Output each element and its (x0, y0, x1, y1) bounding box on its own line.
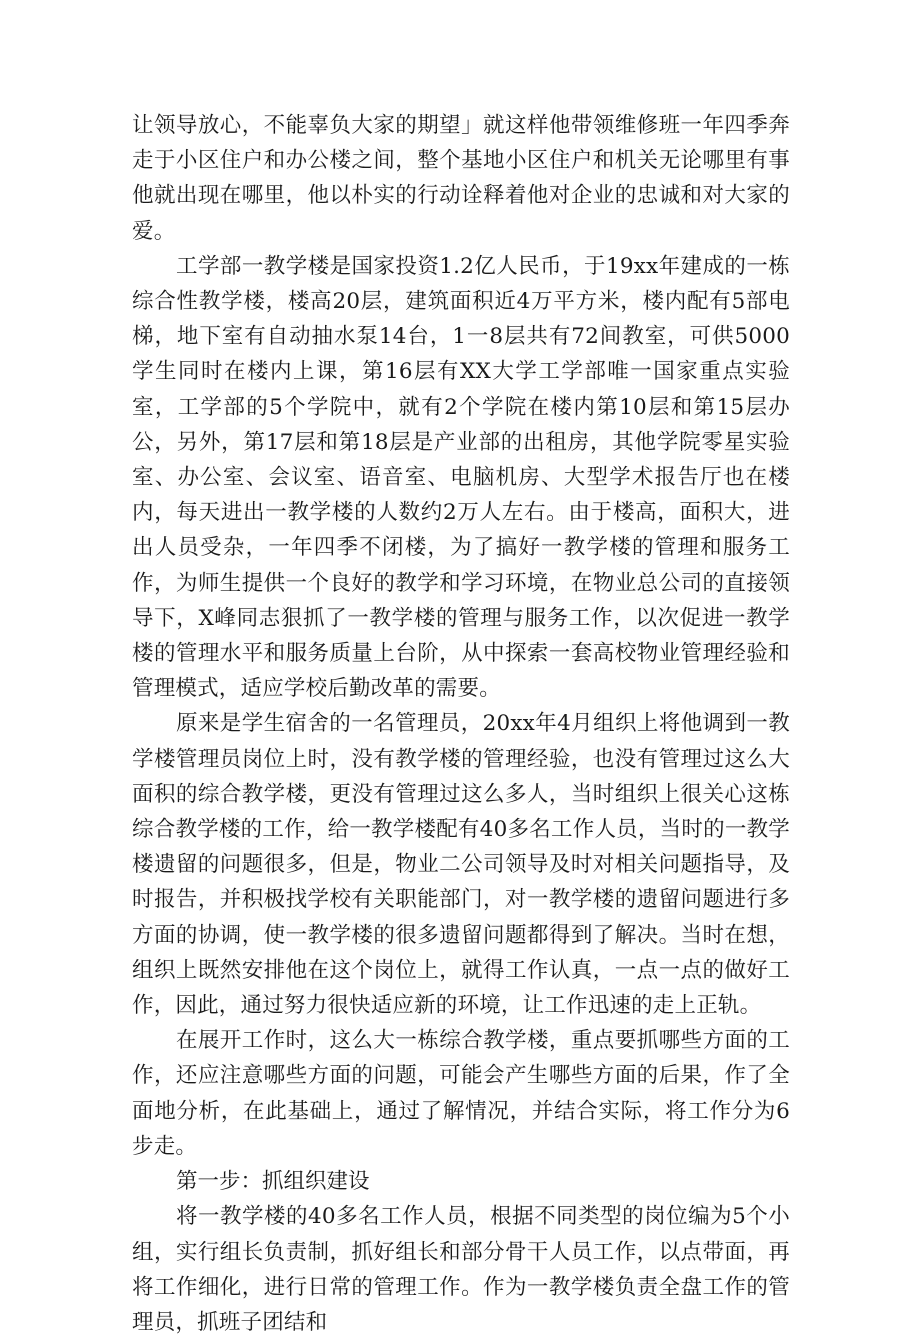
paragraph-1: 让领导放心，不能辜负大家的期望」就这样他带领维修班一年四季奔走于小区住户和办公楼之间，整个基地小区住户和机关无论哪里有事他就出现在哪里，他以朴实的行动诠释着他对企业的忠诚和对大家的爱。 (132, 113, 790, 244)
paragraph-5: 将一教学楼的40多名工作人员，根据不同类型的岗位编为5个小组，实行组长负责制，抓好组长和部分骨干人员工作，以点带面，再将工作细化，进行日常的管理工作。作为一教学楼负责全盘工作的管理员，抓班子团结和 (132, 1204, 790, 1335)
paragraph-4: 在展开工作时，这么大一栋综合教学楼，重点要抓哪些方面的工作，还应注意哪些方面的问题，可能会产生哪些方面的后果，作了全面地分析，在此基础上，通过了解情况，并结合实际，将工作分为6步走。 (132, 1028, 790, 1159)
document-page (132, 108, 790, 1340)
section-heading-step-one: 第一步：抓组织建设 (176, 1169, 370, 1195)
paragraph-3: 原来是学生宿舍的一名管理员，20xx年4月组织上将他调到一教学楼管理员岗位上时，没有教学楼的管理经验，也没有管理过这么大面积的综合教学楼，更没有管理过这么多人，当时组织上很关心这栋综合教学楼的工作，给一教学楼配有40多名工作人员，当时的一教学楼遗留的问题很多，但是，物业二公司领导及时对相关问题指导，及时报告，并积极找学校有关职能部门，对一教学楼的遗留问题进行多方面的协调，使一教学楼的很多遗留问题都得到了解决。当时在想，组织上既然安排他在这个岗位上，就得工作认真，一点一点的做好工作，因此，通过努力很快适应新的环境，让工作迅速的走上正轨。 (132, 711, 790, 1019)
paragraph-2: 工学部一教学楼是国家投资1.2亿人民币，于19xx年建成的一栋综合性教学楼，楼高20层，建筑面积近4万平方米，楼内配有5部电梯，地下室有自动抽水泵14台，1一8层共有72间教室，可供5000学生同时在楼内上课，第16层有XX大学工学部唯一国家重点实验室，工学部的5个学院中，就有2个学院在楼内第10层和第15层办公，另外，第17层和第18层是产业部的出租房，其他学院零星实验室、办公室、会议室、语音室、电脑机房、大型学术报告厅也在楼内，每天进出一教学楼的人数约2万人左右。由于楼高，面积大，进出人员受杂，一年四季不闭楼，为了搞好一教学楼的管理和服务工作，为师生提供一个良好的教学和学习环境，在物业总公司的直接领导下，X峰同志狠抓了一教学楼的管理与服务工作，以次促进一教学楼的管理水平和服务质量上台阶，从中探索一套高校物业管理经验和管理模式，适应学校后勤改革的需要。 (132, 253, 790, 702)
